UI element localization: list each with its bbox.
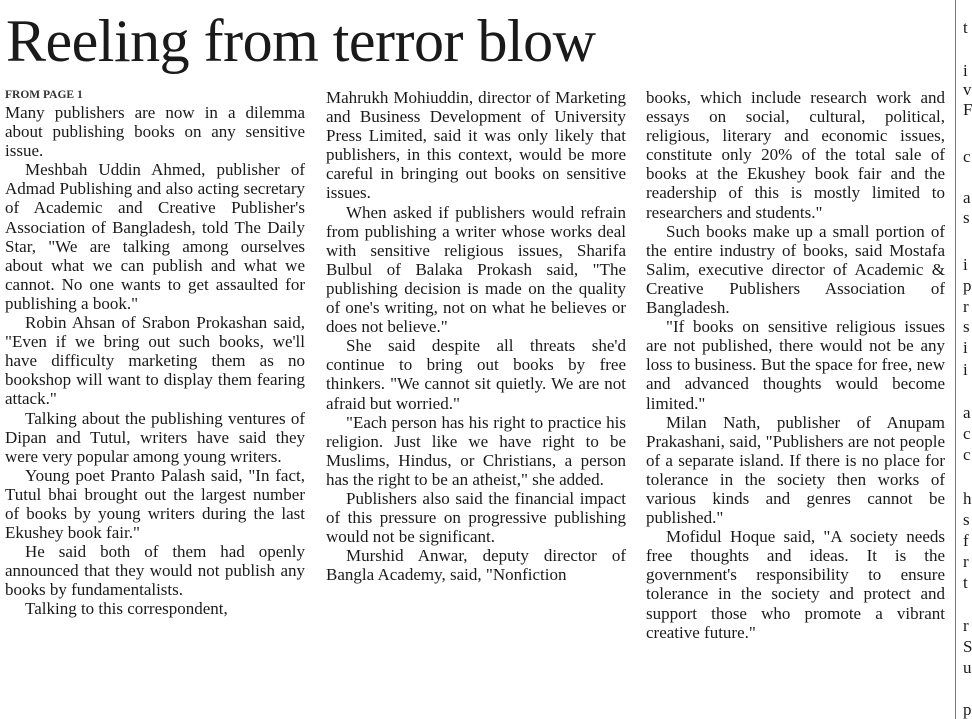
paragraph: Meshbah Uddin Ahmed, publisher of Admad Publishing and also acting secretary of Academic and Creative Publisher's Association of Bangladesh, told The Daily Star, "We are talking among ourselves about what we can publish and what we cannot. No one wants to get assaulted for publishing a book." [5,160,305,313]
paragraph: Milan Nath, publisher of Anupam Prakashani, said, "Publishers are not people of a separate island. If there is no place for tolerance in the society then works of various kinds and genres cannot be published." [646,412,945,528]
edge-fragment: r [963,616,969,635]
edge-fragment: r [963,297,969,316]
edge-fragment: c [963,424,971,443]
paragraph: He said both of them had openly announced that they would not publish any books by fundamentalists. [5,542,305,600]
paragraph: Talking about the publishing ventures of Dipan and Tutul, writers have said they were very popular among young writers. [5,408,305,466]
edge-fragment: c [963,445,971,464]
paragraph: "If books on sensitive religious issues are not published, there would not be any loss to business. But the space for free, new and advanced thoughts would become limited." [646,317,945,413]
column-divider [955,0,956,719]
edge-fragment: u [963,658,972,677]
edge-fragment: i [963,360,968,379]
paragraph: Many publishers are now in a dilemma about publishing books on any sensitive issue. [5,103,305,161]
edge-fragment: p [963,276,972,295]
edge-fragment: s [963,510,970,529]
edge-fragment: t [963,18,968,37]
edge-fragment: p [963,700,972,719]
edge-fragment: h [963,489,972,508]
edge-fragment: i [963,338,968,357]
article-column-1 [5,88,305,619]
paragraph: Talking to this correspondent, [25,599,228,619]
edge-fragment: r [963,552,969,571]
edge-fragment: s [963,317,970,336]
jump-line: FROM PAGE 1 [5,89,83,101]
paragraph: Mofidul Hoque said, "A society needs free thoughts and ideas. It is the government's responsibility to ensure tolerance in the society and protect and support those who promote a vibrant creative future." [646,527,945,642]
edge-fragment: v [963,80,972,99]
paragraph: Young poet Pranto Palash said, "In fact, Tutul bhai brought out the largest number of books by young writers during the last Ekushey book fair." [5,465,305,543]
edge-fragment: i [963,255,968,274]
paragraph: "Each person has his right to practice his religion. Just like we have right to be Muslims, Hindus, or Christians, a person has the right to be an atheist," she added. [326,412,626,489]
edge-fragment: S [963,637,972,656]
paragraph: When asked if publishers would refrain from publishing a writer whose works deal with sensitive religious issues, Sharifa Bulbul of Balaka Prokash said, "The publishing decision is made on the quality of one's writing, not on what he believes or does not believe." [326,202,626,337]
edge-fragment: a [963,188,971,207]
edge-fragment: i [963,61,968,80]
adjacent-column-fragments [963,0,971,719]
paragraph: Robin Ahsan of Srabon Prokashan said, "Even if we bring out such books, we'll have difficulty marketing them as no bookshop will want to display them fearing attack." [5,313,305,409]
edge-fragment: s [963,208,970,227]
edge-fragment: f [963,531,969,550]
edge-fragment: c [963,147,971,166]
article-column-2 [326,88,626,584]
edge-fragment: t [963,573,968,592]
article-column-3 [646,88,945,642]
headline: Reeling from terror blow [6,8,596,74]
paragraph: Murshid Anwar, deputy director of Bangla Academy, said, "Nonfiction [326,546,626,585]
paragraph: Publishers also said the financial impact of this pressure on progressive publishing would not be significant. [326,488,626,547]
paragraph: Such books make up a small portion of the entire industry of books, said Mostafa Salim, executive director of Academic & Creative Publishers Association of Bangladesh. [646,221,945,318]
paragraph: books, which include research work and essays on social, cultural, political, religious, literary and economic issues, constitute only 20% of the total sale of books at the Ekushey book fair and the readership of this is mostly limited to researchers and students." [646,88,945,222]
paragraph: She said despite all threats she'd continue to bring out books by free thinkers. "We cannot sit quietly. We are not afraid but worried." [326,336,626,413]
paragraph: Mahrukh Mohiuddin, director of Marketing and Business Development of University Press Limited, said it was only likely that publishers, in this context, would be more careful in bringing out books on sensitive issues. [326,88,626,203]
edge-fragment: a [963,403,971,422]
edge-fragment: F [963,100,972,119]
